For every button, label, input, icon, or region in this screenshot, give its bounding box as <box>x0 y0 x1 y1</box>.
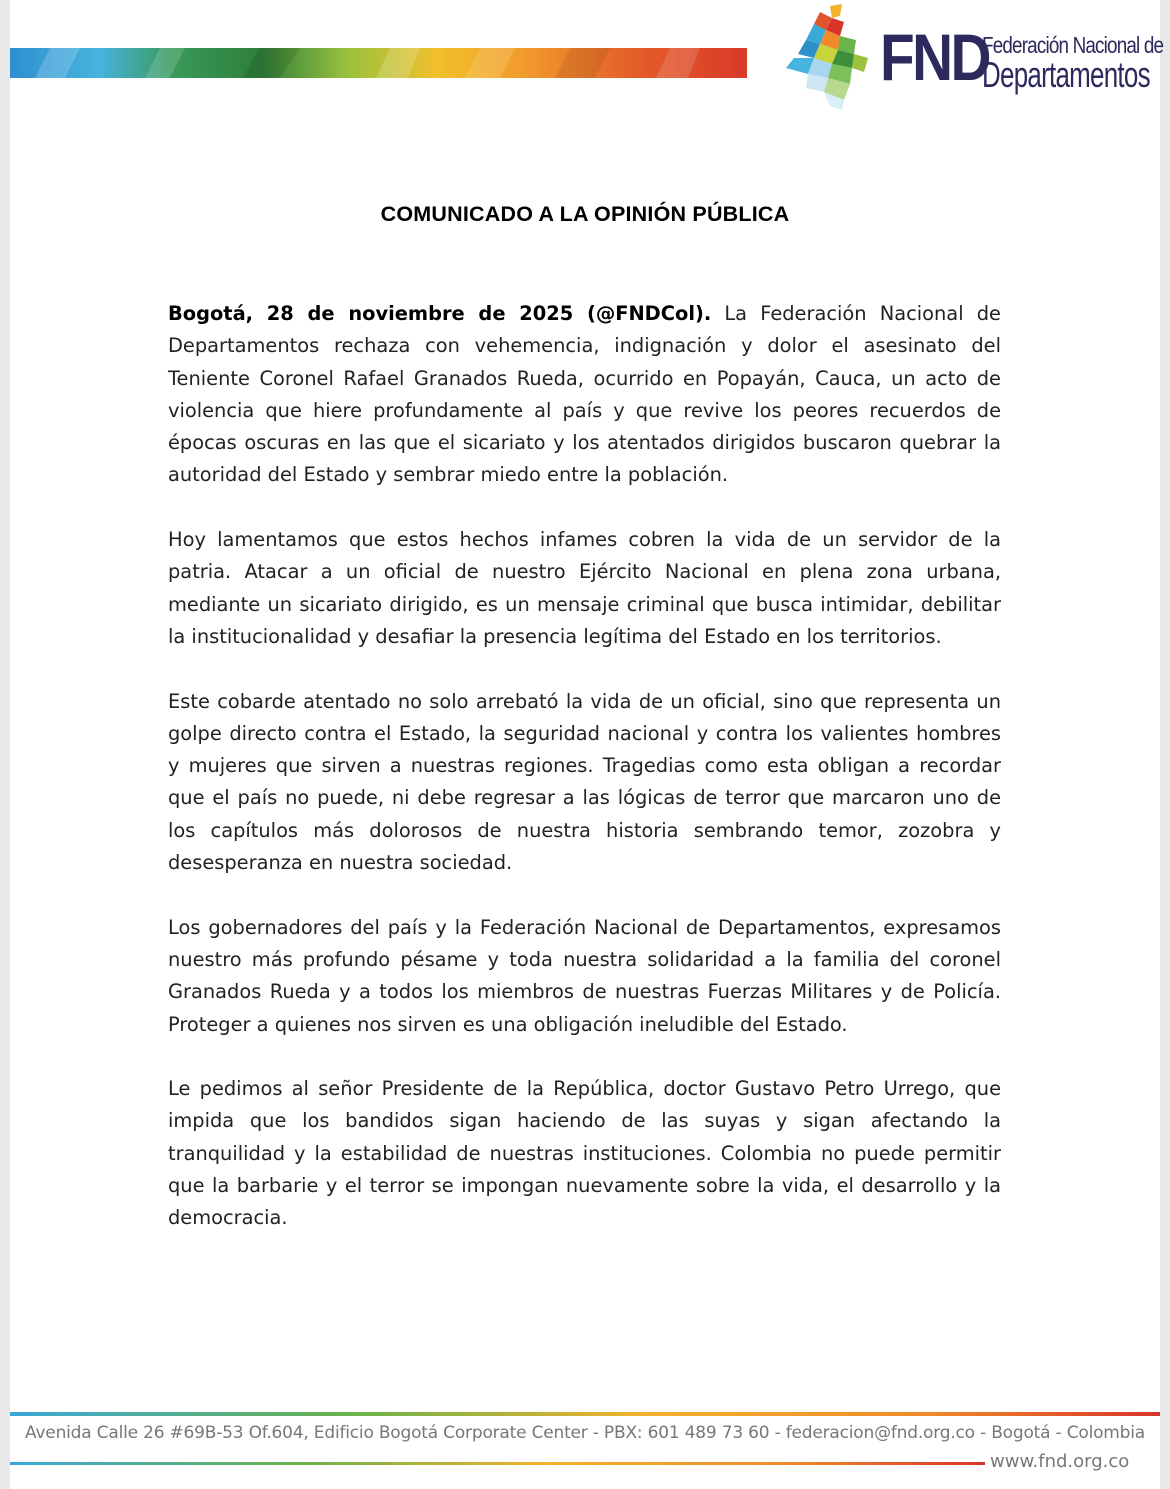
logo-org-line2: Departamentos <box>982 54 1150 95</box>
footer-bottom-rule <box>10 1462 985 1465</box>
footer-address: Avenida Calle 26 #69B-53 Of.604, Edificio Bogotá Corporate Center - PBX: 601 489 73 60 - federacion@fnd.org.co - Bogotá - Colombia <box>25 1423 1145 1443</box>
dateline: Bogotá, 28 de noviembre de 2025 (@FNDCol). <box>168 302 712 325</box>
paragraph-5: Le pedimos al señor Presidente de la República, doctor Gustavo Petro Urrego, que impida que los bandidos sigan haciendo de las suyas y sigan afectando la tranquilidad y la estabilidad de nuestras instituciones. Colombia no puede permitir que la barbarie y el terror se impongan nuevamente sobre la vida, el desarrollo y la democracia. <box>168 1077 1001 1230</box>
fnd-logo <box>780 2 1164 114</box>
header-color-band <box>10 48 747 78</box>
logo-org-line1: Federación Nacional de <box>982 32 1164 58</box>
document-title: COMUNICADO A LA OPINIÓN PÚBLICA <box>380 202 790 226</box>
paragraph-2: Hoy lamentamos que estos hechos infames cobren la vida de un servidor de la patria. Atacar a un oficial de nuestro Ejército Nacional en plena zona urbana, mediante un sicariato dirigido, es un mensaje criminal que busca intimidar, debilitar la institucionalidad y desafiar la presencia legítima del Estado en los territorios. <box>168 528 1001 648</box>
footer-top-rule <box>10 1412 1160 1416</box>
logo-fnd-mark: FND <box>880 20 989 94</box>
colombia-map-icon <box>780 2 872 112</box>
document-body <box>168 298 1001 1267</box>
paragraph-1-text: La Federación Nacional de Departamentos rechaza con vehemencia, indignación y dolor el asesinato del Teniente Coronel Rafael Granados Rueda, ocurrido en Popayán, Cauca, un acto de violencia que hiere profundamente al país y que revive los peores recuerdos de épocas oscuras en las que el sicariato y los atentados dirigidos buscaron quebrar la autoridad del Estado y sembrar miedo entre la población. <box>168 302 1001 487</box>
paragraph-4: Los gobernadores del país y la Federación Nacional de Departamentos, expresamos nuestro más profundo pésame y toda nuestra solidaridad a la familia del coronel Granados Rueda y a todos los miembros de nuestras Fuerzas Militares y de Policía. Proteger a quienes nos sirven es una obligación ineludible del Estado. <box>168 915 1001 1036</box>
paragraph-1 <box>168 298 1001 492</box>
footer-website: www.fnd.org.co <box>990 1451 1130 1472</box>
paragraph-3: Este cobarde atentado no solo arrebató la vida de un oficial, sino que representa un golpe directo contra el Estado, la seguridad nacional y contra los valientes hombres y mujeres que sirven a nuestras regiones. Tragedias como esta obligan a recordar que el país no puede, ni debe regresar a las lógicas de terror que marcaron uno de los capítulos más dolorosos de nuestra historia sembrando temor, zozobra y desesperanza en nuestra sociedad. <box>168 689 1001 875</box>
